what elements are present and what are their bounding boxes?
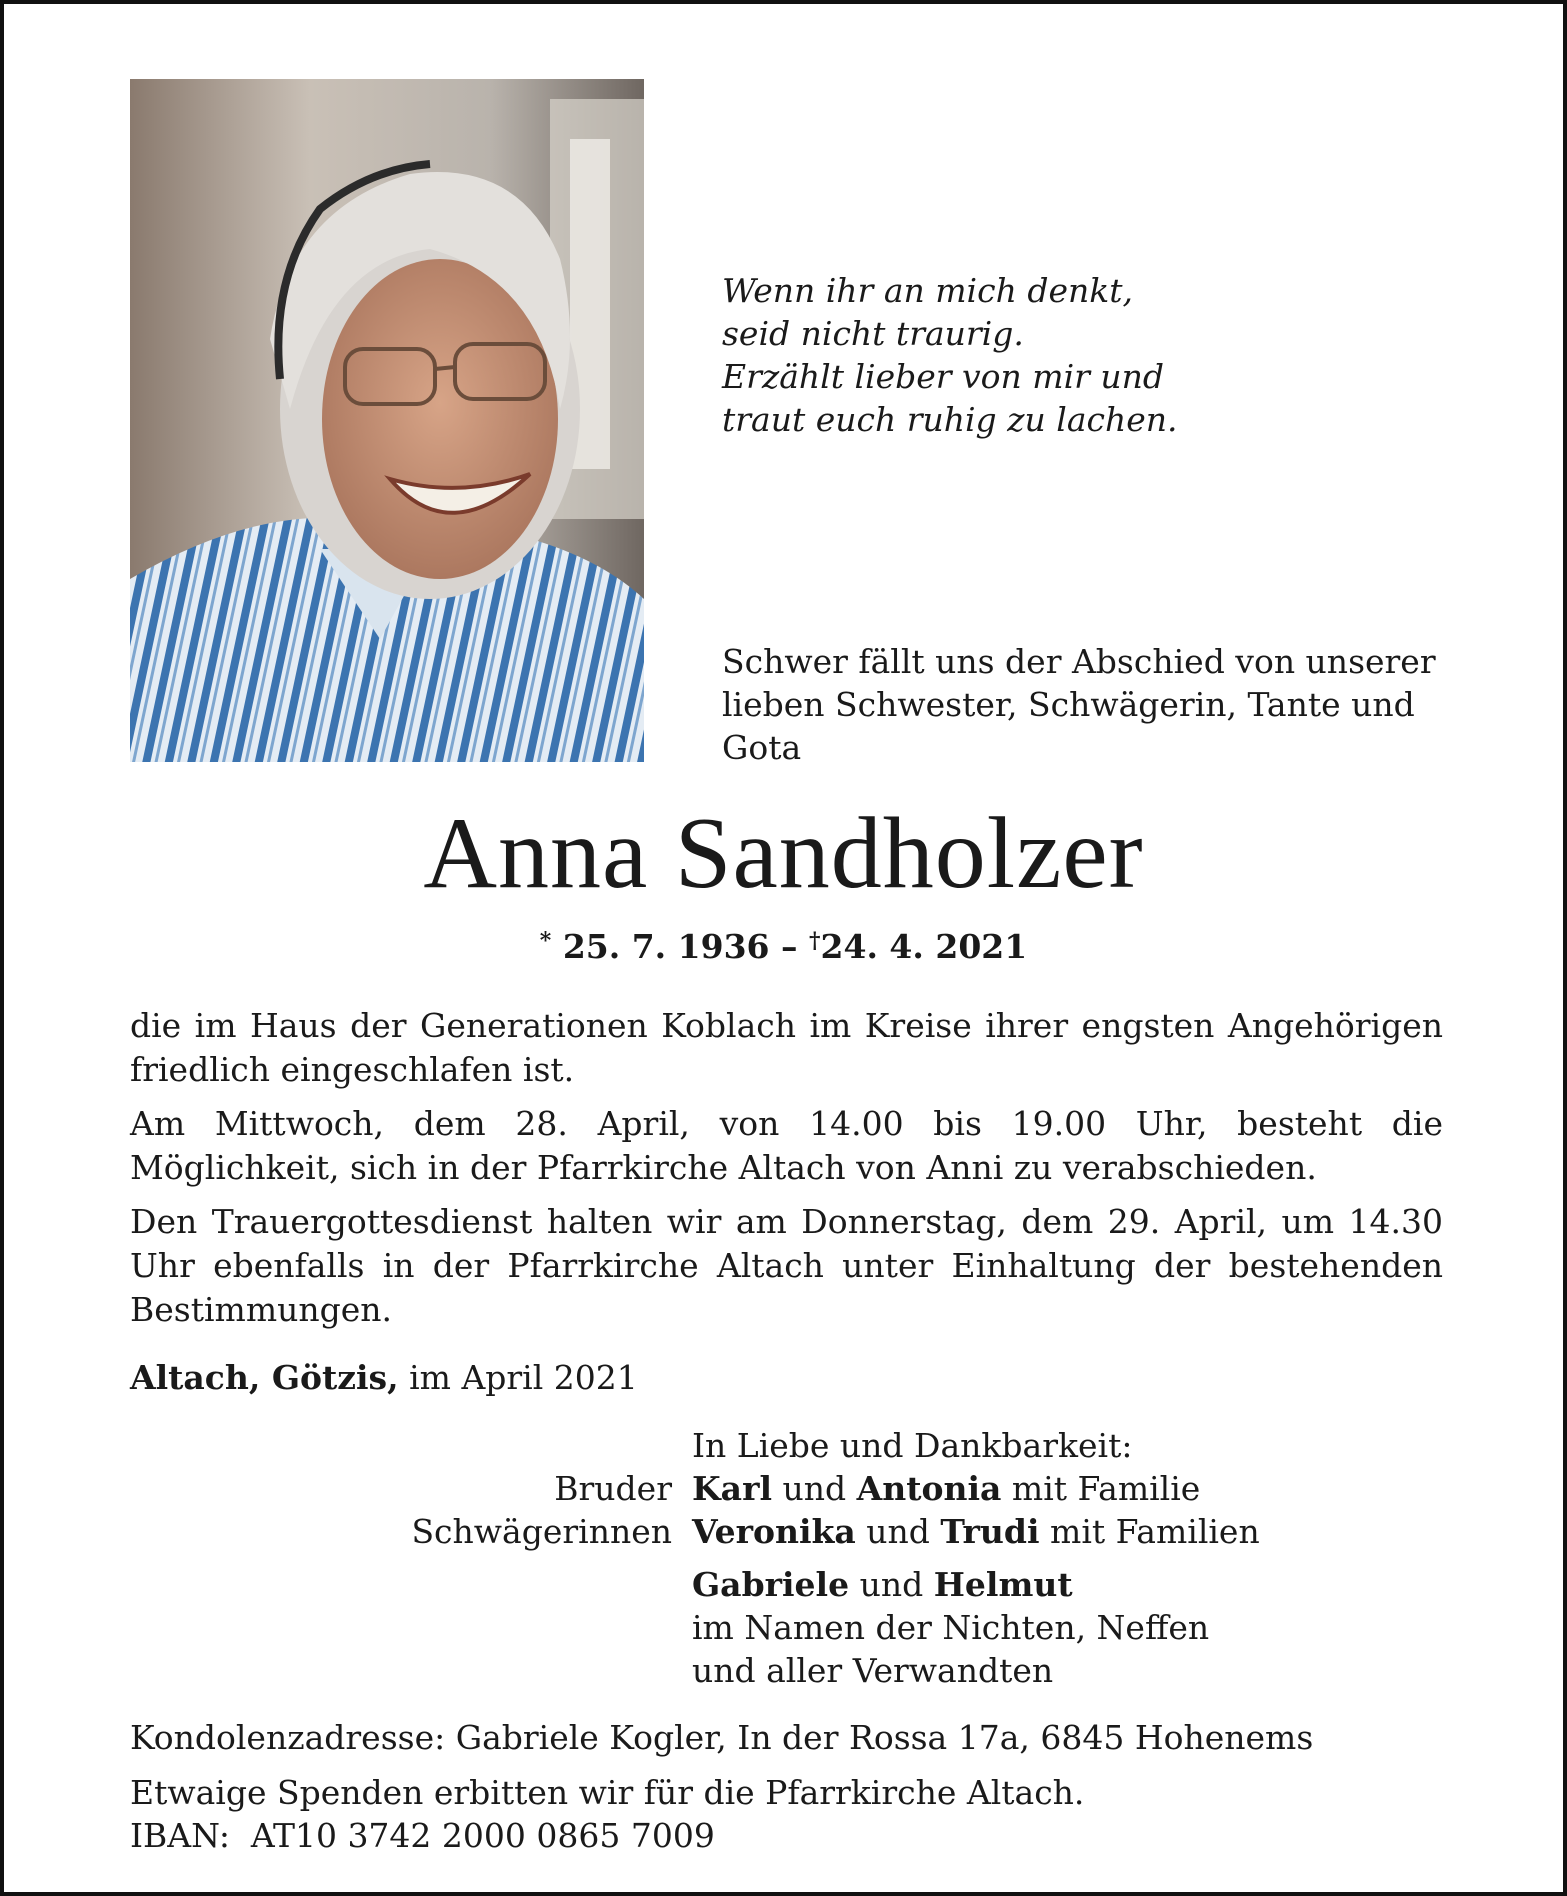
iban-value: AT10 3742 2000 0865 7009 <box>250 1816 715 1855</box>
intro-line: lieben Schwester, Schwägerin, Tante und <box>722 685 1415 724</box>
mourner-note: und aller Verwandten <box>692 1651 1054 1690</box>
mourner-relation: Schwägerinnen <box>411 1512 672 1551</box>
mourner-name: Trudi <box>940 1512 1040 1551</box>
place-date: im April 2021 <box>409 1358 638 1397</box>
body-paragraph: Am Mittwoch, dem 28. April, von 14.00 bis 19.00 Uhr, besteht die Möglichkeit, sich in der Pfarrkirche Altach von Anni zu verabschieden. <box>130 1104 1443 1187</box>
donation-note: Etwaige Spenden erbitten wir für die Pfarrkirche Altach. <box>130 1773 1085 1812</box>
announcement-body <box>130 1004 1443 1342</box>
mourner-row <box>399 1467 1260 1510</box>
poem-line: traut euch ruhig zu lachen. <box>722 400 1178 439</box>
place-date-line <box>130 1356 638 1400</box>
date-separator: – <box>781 927 798 966</box>
death-symbol: † <box>809 928 821 954</box>
poem-line: Erzählt lieber von mir und <box>722 357 1165 396</box>
mourner-name: Gabriele <box>692 1565 850 1604</box>
signoff-heading: In Liebe und Dankbarkeit: <box>692 1426 1133 1465</box>
mourner-conj: und <box>782 1469 847 1508</box>
memorial-poem <box>722 269 1178 441</box>
mourner-row <box>399 1510 1260 1553</box>
portrait-image <box>130 79 644 762</box>
mourner-name: Veronika <box>692 1512 856 1551</box>
poem-line: seid nicht traurig. <box>722 314 1024 353</box>
mourner-name: Karl <box>692 1469 772 1508</box>
signoff-heading-row <box>399 1424 1260 1467</box>
mourner-conj: und <box>859 1565 924 1604</box>
body-paragraph: die im Haus der Generationen Koblach im Kreise ihrer engsten Angehörigen friedlich eingeschlafen ist. <box>130 1006 1443 1089</box>
deceased-name: Anna Sandholzer <box>423 797 1144 910</box>
mourner-conj: und <box>866 1512 930 1551</box>
birth-date: 25. 7. 1936 <box>562 927 770 966</box>
mourner-row <box>399 1563 1260 1606</box>
portrait-photo <box>130 79 644 762</box>
body-paragraph: Den Trauergottesdienst halten wir am Donnerstag, dem 29. April, um 14.30 Uhr ebenfalls in der Pfarrkirche Altach unter Einhaltung der bestehenden Bestimmungen. <box>130 1202 1443 1329</box>
life-dates <box>4 919 1563 969</box>
mourner-suffix: mit Familien <box>1050 1512 1260 1551</box>
place-names: Altach, Götzis, <box>130 1358 399 1397</box>
death-date: 24. 4. 2021 <box>820 927 1028 966</box>
intro-line: Gota <box>722 728 802 767</box>
poem-line: Wenn ihr an mich denkt, <box>722 271 1133 310</box>
iban-line <box>130 1814 1450 1857</box>
condolence-address: Kondolenzadresse: Gabriele Kogler, In der Rossa 17a, 6845 Hohenems <box>130 1718 1314 1757</box>
mourner-relation: Bruder <box>554 1469 672 1508</box>
footer-info <box>130 1716 1450 1857</box>
mourner-note: im Namen der Nichten, Neffen <box>692 1608 1210 1647</box>
mourners-signoff <box>399 1424 1260 1692</box>
birth-symbol: * <box>539 928 552 954</box>
intro-line: Schwer fällt uns der Abschied von unserer <box>722 642 1436 681</box>
mourner-suffix: mit Familie <box>1011 1469 1201 1508</box>
iban-label: IBAN: <box>130 1816 230 1855</box>
mourner-name: Helmut <box>933 1565 1073 1604</box>
mourner-name: Antonia <box>856 1469 1002 1508</box>
intro-text <box>722 640 1452 769</box>
